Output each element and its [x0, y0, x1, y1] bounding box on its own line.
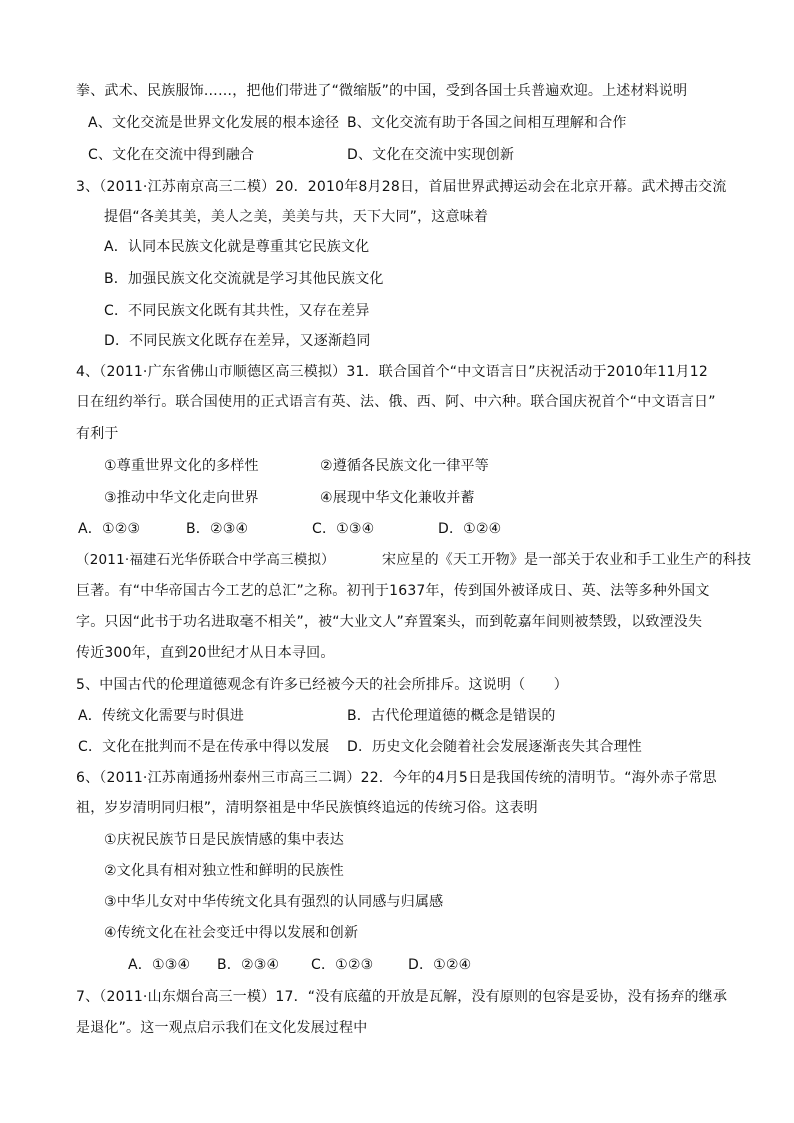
question-3: 3、（2011·江苏南京高三二模）20．2010年8月28日，首届世界武搏运动会在北京开幕。武术搏击交流 [76, 179, 727, 195]
option-b: B、文化交流有助于各国之间相互理解和合作 [347, 115, 627, 131]
text-line: 日在纽约举行。联合国使用的正式语言有英、法、俄、西、阿、中六种。联合国庆祝首个“中文语言日” [76, 394, 716, 410]
option-c: C．①③④ [312, 521, 375, 537]
option-c: C．①②③ [311, 957, 374, 973]
question-7: 7、（2011·山东烟台高三一模）17．“没有底蕴的开放是瓦解，没有原则的包容是妥协，没有扬弃的继承 [76, 989, 728, 1005]
question-4: 4、（2011·广东省佛山市顺德区高三模拟）31．联合国首个“中文语言日”庆祝活动于2010年11月12 [76, 364, 708, 380]
option-d: D．①②④ [408, 957, 472, 973]
statement-2: ②遵循各民族文化一律平等 [320, 458, 489, 474]
option-c: C、文化在交流中得到融合 [88, 147, 255, 163]
text-line: 传近300年，直到20世纪才从日本寻回。 [76, 645, 335, 661]
text-line: 拳、武术、民族服饰……，把他们带进了“微缩版”的中国，受到各国士兵普遍欢迎。上述材料说明 [76, 83, 688, 99]
statement-3: ③中华儿女对中华传统文化具有强烈的认同感与归属感 [104, 894, 444, 910]
question-5: 5、中国古代的伦理道德观念有许多已经被今天的社会所排斥。这说明（ ） [76, 677, 568, 693]
text-line: 是退化”。这一观点启示我们在文化发展过程中 [76, 1020, 368, 1036]
statement-2: ②文化具有相对独立性和鲜明的民族性 [104, 863, 344, 879]
statement-1: ①尊重世界文化的多样性 [104, 458, 259, 474]
text-line: 祖，岁岁清明同归根”，清明祭祖是中华民族慎终追远的传统习俗。这表明 [76, 800, 538, 816]
option-d: D．历史文化会随着社会发展逐渐丧失其合理性 [347, 739, 642, 755]
text-line: 字。只因“此书于功名进取毫不相关”，被“大业文人”弃置案头，而到乾嘉年间则被禁毁，以致湮没失 [76, 614, 703, 630]
option-d: D、文化在交流中实现创新 [347, 147, 515, 163]
statement-1: ①庆祝民族节日是民族情感的集中表达 [104, 832, 344, 848]
option-b: B．②③④ [186, 521, 249, 537]
statement-3: ③推动中华文化走向世界 [104, 490, 259, 506]
option-d: D．①②④ [438, 521, 502, 537]
option-d: D．不同民族文化既存在差异，又逐渐趋同 [104, 333, 371, 349]
text-line: 有利于 [76, 426, 119, 442]
question-6: 6、（2011·江苏南通扬州泰州三市高三二调）22．今年的4月5日是我国传统的清明节。“海外赤子常思 [76, 770, 717, 786]
option-a: A、文化交流是世界文化发展的根本途径 [88, 115, 340, 131]
option-b: B．②③④ [217, 957, 280, 973]
text-line: 提倡“各美其美，美人之美，美美与共，天下大同”，这意味着 [104, 209, 489, 225]
statement-4: ④展现中华文化兼收并蓄 [320, 490, 475, 506]
option-a: A．①③④ [128, 957, 191, 973]
statement-4: ④传统文化在社会变迁中得以发展和创新 [104, 925, 359, 941]
option-c: C．不同民族文化既有其共性，又存在差异 [104, 303, 370, 319]
material-source: （2011·福建石光华侨联合中学高三模拟） [76, 552, 335, 568]
text-line: 巨著。有“中华帝国古今工艺的总汇”之称。初刊于1637年，传到国外被译成日、英、法等多种外国文 [76, 583, 710, 599]
text-line: 宋应星的《天工开物》是一部关于农业和手工业生产的科技 [382, 552, 752, 568]
option-c: C．文化在批判而不是在传承中得以发展 [78, 739, 330, 755]
option-b: B．加强民族文化交流就是学习其他民族文化 [104, 271, 384, 287]
option-a: A．①②③ [78, 521, 141, 537]
option-b: B．古代伦理道德的概念是错误的 [347, 708, 556, 724]
option-a: A．认同本民族文化就是尊重其它民族文化 [104, 239, 370, 255]
option-a: A．传统文化需要与时俱进 [78, 708, 244, 724]
